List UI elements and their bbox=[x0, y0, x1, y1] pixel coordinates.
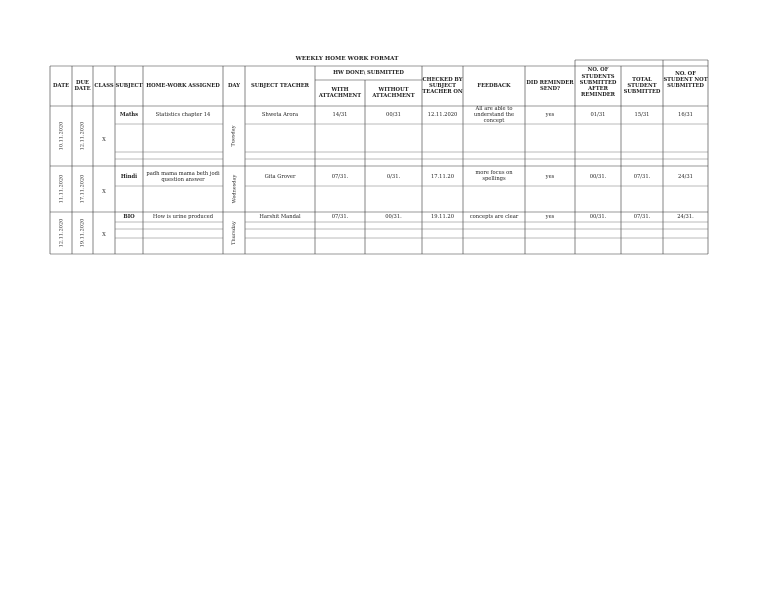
row3-teacher: Harshit Mandal bbox=[259, 213, 301, 220]
row1-with-attachment: 14/31 bbox=[332, 111, 348, 118]
header-subject-teacher: SUBJECT TEACHER bbox=[251, 82, 309, 89]
row3-due-date: 19.11.2020 bbox=[79, 218, 86, 248]
row3-total-submitted: 07/31. bbox=[633, 213, 651, 220]
header-feedback: FEEDBACK bbox=[477, 82, 511, 89]
row3-date: 12.11.2020 bbox=[58, 218, 65, 248]
header-due-date: DUE DATE bbox=[74, 79, 91, 92]
header-not-submitted: NO. OF STUDENT NOT SUBMITTED bbox=[663, 70, 708, 90]
row2-subject: Hindi bbox=[120, 173, 138, 180]
header-without-attachment: WITHOUT ATTACHMENT bbox=[372, 86, 415, 99]
row1-after-reminder: 01/31 bbox=[590, 111, 606, 118]
row2-not-submitted: 24/31 bbox=[678, 173, 693, 180]
row1-subject: Maths bbox=[119, 111, 139, 118]
row1-teacher: Shweta Arora bbox=[261, 111, 299, 118]
row2-homework: padh mama mama beth jodi question answer bbox=[146, 170, 220, 183]
row2-class: X bbox=[102, 188, 106, 195]
row3-reminder: yes bbox=[545, 213, 555, 220]
row2-feedback: more focus on spellings bbox=[475, 169, 513, 182]
row1-not-submitted: 16/31 bbox=[678, 111, 693, 118]
row2-after-reminder: 00/31. bbox=[589, 173, 607, 180]
header-total-submitted: TOTAL STUDENT SUBMITTED bbox=[623, 76, 661, 96]
row2-with-attachment: 07/31. bbox=[331, 173, 349, 180]
row1-date: 10.11.2020 bbox=[58, 121, 65, 151]
row1-total-submitted: 15/31 bbox=[634, 111, 650, 118]
row3-with-attachment: 07/31. bbox=[331, 213, 349, 220]
row3-not-submitted: 24/31. bbox=[677, 213, 694, 220]
row3-day: Thursday bbox=[231, 221, 237, 245]
row2-due-date: 17.11.2020 bbox=[79, 174, 86, 204]
row1-without-attachment: 00/31 bbox=[386, 111, 401, 118]
row3-after-reminder: 00/31. bbox=[589, 213, 607, 220]
row1-feedback: All are able to understand the concept bbox=[473, 105, 515, 125]
header-subject: SUBJECT bbox=[115, 82, 143, 89]
header-checked-by: CHECKED BY SUBJECT TEACHER ON bbox=[422, 76, 463, 96]
row3-without-attachment: 00/31. bbox=[385, 213, 402, 220]
row1-homework: Statistics chapter 14 bbox=[155, 111, 211, 118]
row3-subject: BIO bbox=[123, 213, 135, 220]
header-day: DAY bbox=[228, 82, 240, 89]
row3-feedback: concepts are clear bbox=[469, 213, 519, 220]
row2-reminder: yes bbox=[545, 173, 555, 180]
header-after-reminder: NO. OF STUDENTS SUBMITTED AFTER REMINDER bbox=[579, 67, 617, 99]
row1-reminder: yes bbox=[545, 111, 555, 118]
row1-class: X bbox=[102, 136, 106, 143]
header-hw-done-submitted: HW DONE\ SUBMITTED bbox=[333, 69, 404, 76]
header-homework: HOME-WORK ASSIGNED bbox=[146, 82, 220, 89]
row1-checked-on: 12.11.2020 bbox=[427, 111, 458, 118]
row2-total-submitted: 07/31. bbox=[633, 173, 651, 180]
row2-checked-on: 17.11.20 bbox=[430, 173, 455, 180]
row2-date: 11.11.2020 bbox=[58, 174, 65, 204]
row2-teacher: Gita Grover bbox=[264, 173, 296, 180]
header-reminder-sent: DID REMINDER SEND? bbox=[526, 79, 574, 92]
header-with-attachment: WITH ATTACHMENT bbox=[318, 86, 362, 99]
sheet-title: WEEKLY HOME WORK FORMAT bbox=[295, 56, 399, 62]
row2-without-attachment: 0/31. bbox=[386, 173, 401, 180]
row1-day: Tuesday bbox=[231, 125, 237, 147]
row3-homework: How is urine produced bbox=[152, 213, 214, 220]
row2-day: Wednesday bbox=[231, 174, 237, 204]
row3-checked-on: 19.11.20 bbox=[430, 213, 455, 220]
header-class: CLASS bbox=[94, 82, 114, 89]
row1-due-date: 12.11.2020 bbox=[79, 121, 86, 151]
header-date: DATE bbox=[52, 82, 70, 89]
row3-class: X bbox=[102, 231, 106, 238]
